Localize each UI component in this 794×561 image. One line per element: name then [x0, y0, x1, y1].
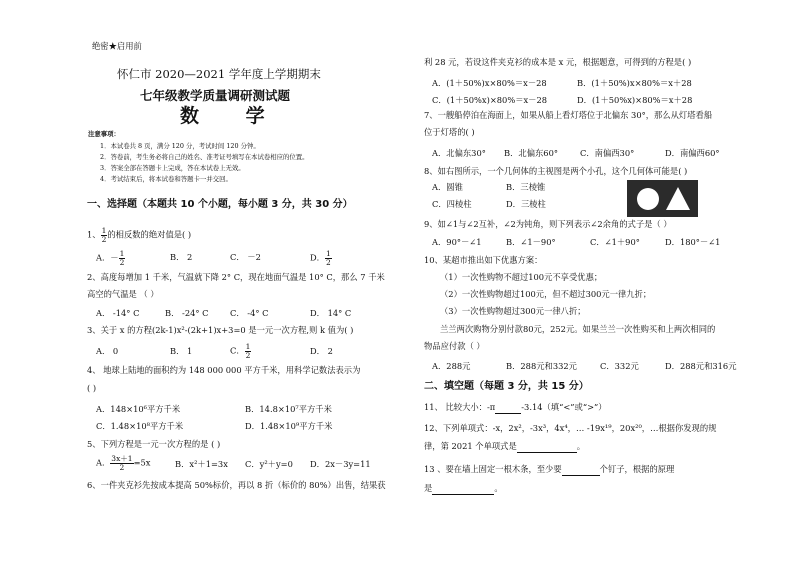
q9-option-d: D．180°－∠1 — [665, 237, 721, 247]
q7-option-d: D．南偏西60° — [665, 148, 720, 158]
fraction: $\frac{1}{2}$ — [101, 226, 107, 244]
secret-label: 绝密★启用前 — [92, 41, 142, 51]
notes-item: 2．答卷前，考生务必将自己的姓名、准考证号填写在本试卷相应的位置。 — [100, 153, 309, 161]
q1-option-b: B． 2 — [170, 252, 193, 262]
triangle-hole — [666, 187, 690, 210]
q10-option-b: B．288元和332元 — [506, 361, 577, 371]
q10-plan-3: （3）一次性购物超过300元一律八折； — [440, 306, 586, 316]
q2-option-b: B． -24° C — [165, 308, 209, 318]
question-4: 4、 地球上陆地的面积约为 148 000 000 平方千米，用科学记数法表示为 — [87, 365, 361, 375]
answer-blank[interactable] — [562, 465, 600, 476]
q8-option-b: B．三棱锥 — [506, 182, 546, 192]
q9-option-a: A．90°－∠1 — [432, 237, 482, 247]
subject-title: 数 学 — [180, 105, 285, 127]
q1-option-a: A．－ $\frac{1}{2}$ — [96, 249, 125, 267]
question-2-line2: 高空的气温是 （ ） — [87, 289, 159, 299]
question-2: 2、高度每增加 1 千米，气温就下降 2° C，现在地面气温是 10° C，那么 7 千米 — [87, 272, 385, 282]
q10-plan-1: （1）一次性购物不超过100元不享受优惠； — [440, 272, 603, 282]
q8-option-c: C．四棱柱 — [432, 199, 472, 209]
notes-item: 1．本试卷共 8 页，满分 120 分，考试时间 120 分钟。 — [100, 142, 260, 150]
q2-option-c: C． -4° C — [230, 308, 269, 318]
front-view-figure — [627, 180, 698, 217]
question-12: 12、下列单项式：-x，2x²，-3x³，4x⁴，… -19x¹⁹，20x²⁰，…根据你发现的规 — [424, 423, 717, 433]
question-5: 5、下列方程是一元一次方程的是 ( ) — [87, 439, 221, 449]
question-11: 11、 比较大小：-π -3.14（填“<”或“>”） — [424, 402, 607, 412]
q10-option-a: A．288元 — [432, 361, 471, 371]
question-8: 8、如右图所示，一个几何体的主视图是两个小孔，这个几何体可能是( ) — [424, 166, 688, 176]
q9-option-c: C．∠1＋90° — [590, 237, 640, 247]
notes-item: 4．考试结束后，将本试卷和答题卡一并交回。 — [100, 175, 232, 183]
answer-blank[interactable] — [432, 484, 494, 495]
circle-hole — [637, 188, 659, 210]
q2-option-a: A． -14° C — [96, 308, 140, 318]
q4-option-d: D．1.48×10⁹平方千米 — [245, 421, 333, 431]
figure-svg — [627, 180, 698, 217]
q4-option-c: C．1.48×10⁸平方千米 — [96, 421, 184, 431]
q5-option-b: B．x²＋1=3x — [175, 459, 228, 469]
q5-option-c: C．y²＋y=0 — [245, 459, 293, 469]
q6-option-a: A．(1＋50%)x×80%＝x－28 — [432, 78, 547, 88]
question-9: 9、如∠1与∠2互补，∠2为钝角，则下列表示∠2余角的式子是（ ） — [424, 219, 672, 229]
q3-option-a: A． 0 — [96, 346, 119, 356]
q4-option-a: A．148×10⁶平方千米 — [96, 404, 181, 414]
q3-option-b: B． 1 — [170, 346, 193, 356]
notes-item: 3．答案全部在答题卡上完成，答在本试卷上无效。 — [100, 164, 245, 172]
notes-title: 注意事项： — [88, 130, 120, 138]
question-4-line2: ( ) — [87, 383, 97, 393]
q6-option-b: B．(1＋50%)x×80%＝x＋28 — [577, 78, 692, 88]
question-13: 13 、要在墙上固定一根木条，至少要 个钉子，根据的原理 — [424, 464, 675, 474]
q5-option-d: D．2x－3y=11 — [310, 459, 371, 469]
question-1: 1、 $\frac{1}{2}$ 的相反数的绝对值是( ) — [87, 226, 192, 244]
q6-option-d: D．(1＋50%x)×80%＝x＋28 — [577, 95, 693, 105]
q6-option-c: C．(1＋50%x)×80%＝x－28 — [432, 95, 548, 105]
exam-title-line1: 怀仁市 2020—2021 学年度上学期期末 — [117, 67, 321, 81]
answer-blank[interactable] — [517, 442, 577, 453]
q1-option-d: D． $\frac{1}{2}$ — [310, 249, 331, 267]
q10-option-d: D．288元和316元 — [665, 361, 737, 371]
exam-title-line2: 七年级教学质量调研测试题 — [140, 88, 291, 103]
section1-heading: 一、选择题（本题共 10 个小题，每小题 3 分，共 30 分） — [87, 199, 353, 210]
question-3: 3、关于 x 的方程(2k-1)x²-(2k+1)x+3=0 是一元一次方程,则 k 值为( ) — [87, 325, 354, 335]
q4-option-b: B．14.8×10⁷平方千米 — [245, 404, 332, 414]
q3-option-c: C． $\frac{1}{2}$ — [230, 342, 251, 360]
question-10-line5: 兰兰两次购物分别付款80元，252元。如果兰兰一次性购买和上两次相同的 — [440, 324, 716, 334]
question-12-line2: 律，第 2021 个单项式是 。 — [424, 441, 586, 451]
question-10-line6: 物品应付款（ ） — [424, 341, 485, 351]
q2-option-d: D． 14° C — [310, 308, 352, 318]
q8-option-d: D．三棱柱 — [506, 199, 546, 209]
question-10: 10、某超市推出如下优惠方案： — [424, 255, 543, 265]
q1-option-c: C． －2 — [230, 252, 261, 262]
q10-plan-2: （2）一次性购物超过100元，但不超过300元一律九折； — [440, 289, 652, 299]
question-6-continued: 利 28 元，若设这件夹克衫的成本是 x 元，根据题意，可得到的方程是( ) — [424, 57, 692, 67]
q7-option-a: A．北偏东30° — [432, 148, 486, 158]
question-7: 7、一艘船停泊在海面上，如果从船上看灯塔位于北偏东 30°，那么从灯塔看船 — [424, 110, 713, 120]
question-6: 6、一件夹克衫先按成本提高 50%标价，再以 8 折（标价的 80%）出售，结果获 — [87, 480, 386, 490]
q3-option-d: D． 2 — [310, 346, 333, 356]
section2-heading: 二、填空题（每题 3 分，共 15 分） — [424, 381, 589, 392]
q9-option-b: B．∠1－90° — [506, 237, 556, 247]
answer-blank[interactable] — [495, 403, 521, 414]
q5-option-a: A． $\frac{3x+1}{2}$ =5x — [96, 454, 151, 472]
q10-option-c: C．332元 — [600, 361, 639, 371]
q7-option-c: C．南偏西30° — [580, 148, 635, 158]
q8-option-a: A．圆锥 — [432, 182, 463, 192]
q7-option-b: B．北偏东60° — [504, 148, 558, 158]
question-7-line2: 位于灯塔的( ) — [424, 127, 475, 137]
question-13-line2: 是 。 — [424, 483, 503, 493]
